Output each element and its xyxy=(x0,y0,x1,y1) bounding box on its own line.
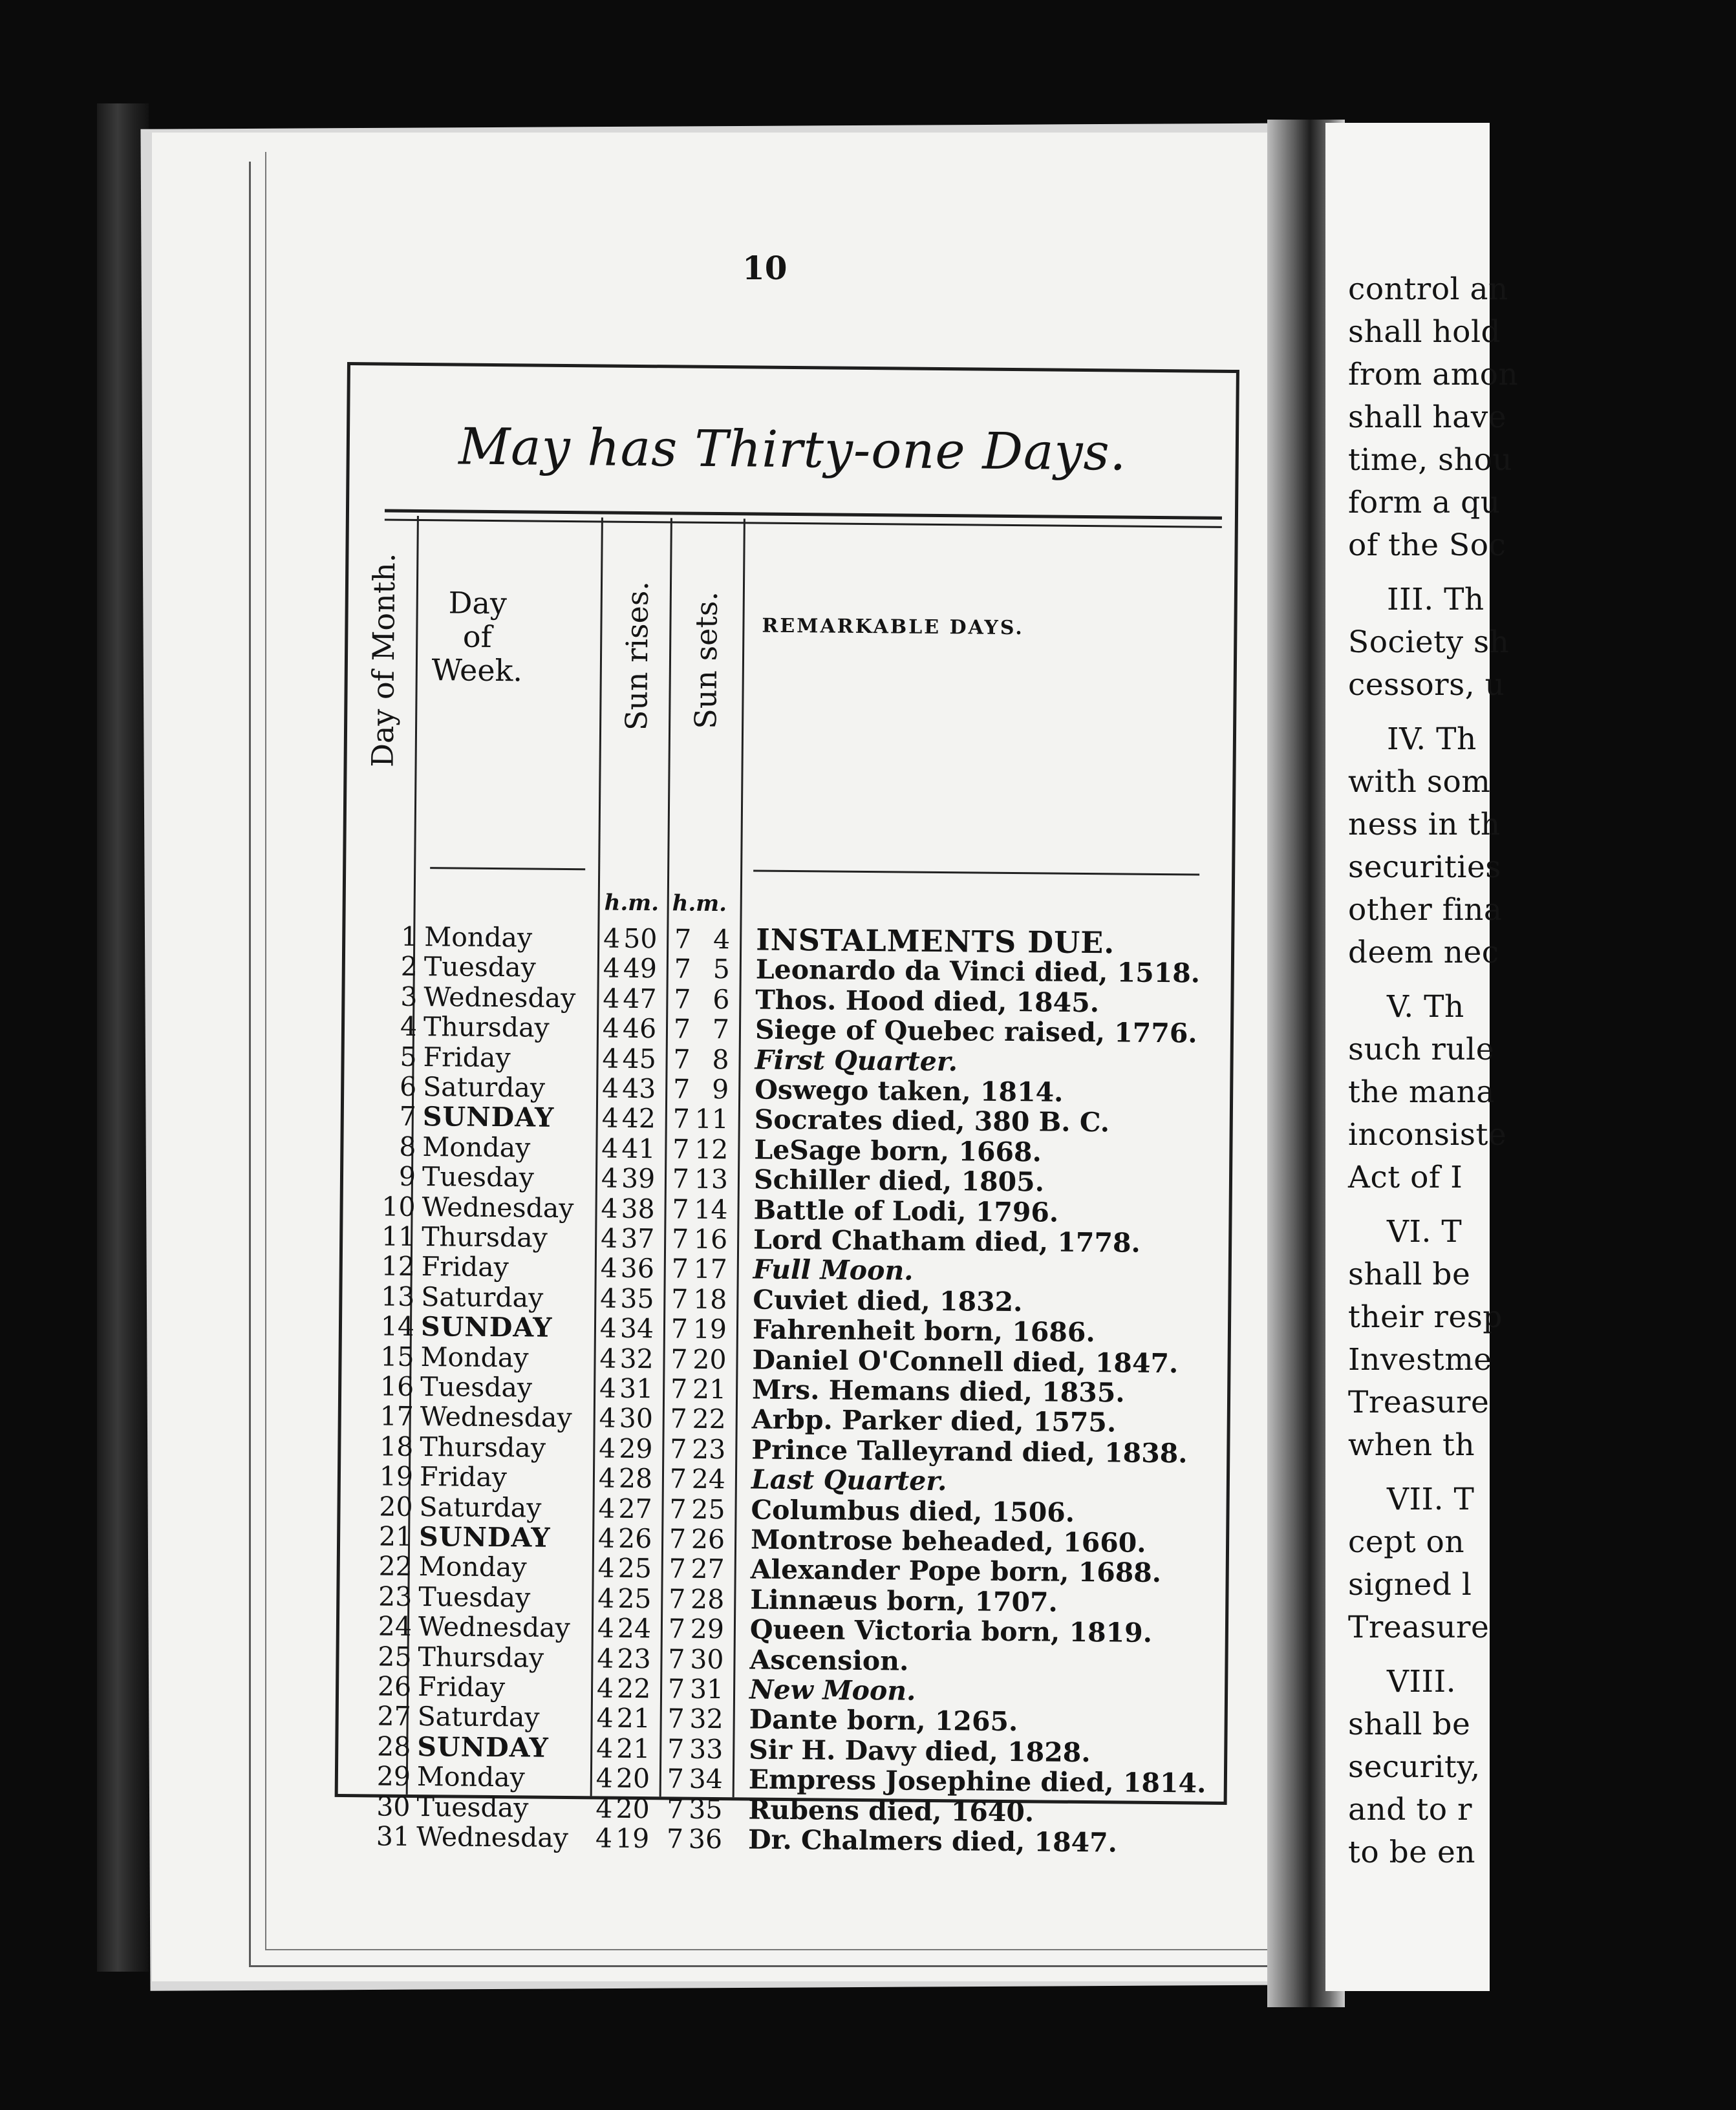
sunrise-hour-cell: 4 xyxy=(602,1012,620,1044)
text-line: of the Soc xyxy=(1348,528,1506,563)
sunset-hour-cell: 7 xyxy=(667,1703,685,1735)
sunrise-minute-cell: 29 xyxy=(619,1433,653,1464)
sunset-minute-cell: 16 xyxy=(693,1223,728,1255)
sunrise-minute-cell: 36 xyxy=(620,1253,655,1284)
sunset-hour-cell: 7 xyxy=(673,1043,691,1075)
event-cell: Lord Chatham died, 1778. xyxy=(753,1224,1141,1259)
sunrise-hour-cell: 4 xyxy=(601,1162,619,1194)
text-line: V. Th xyxy=(1387,989,1464,1025)
event-cell: INSTALMENTS DUE. xyxy=(755,922,1115,961)
sunset-minute-cell: 4 xyxy=(713,923,731,955)
sunrise-hour-cell: 4 xyxy=(602,1043,619,1074)
day-of-month-cell: 9 xyxy=(398,1160,416,1193)
text-line: Society sh xyxy=(1348,624,1510,660)
sunrise-minute-cell: 23 xyxy=(617,1643,651,1674)
text-line: VI. T xyxy=(1387,1214,1463,1250)
sunrise-minute-cell: 25 xyxy=(617,1553,652,1584)
sunset-hour-cell: 7 xyxy=(674,953,692,985)
weekday-cell: Tuesday xyxy=(420,1371,533,1403)
right-page-text xyxy=(1348,268,1736,1874)
day-of-month-cell: 11 xyxy=(381,1220,416,1252)
event-cell: Empress Josephine died, 1814. xyxy=(748,1764,1206,1799)
sunrise-minute-cell: 30 xyxy=(619,1403,654,1434)
weekday-cell: Wednesday xyxy=(416,1821,569,1854)
sunset-hour-cell: 7 xyxy=(672,1103,691,1135)
event-cell: Columbus died, 1506. xyxy=(751,1494,1075,1528)
day-of-month-cell: 5 xyxy=(400,1041,417,1072)
day-of-month-cell: 3 xyxy=(400,981,418,1012)
sunset-hour-cell: 7 xyxy=(674,983,691,1015)
sunrise-minute-cell: 49 xyxy=(623,953,658,985)
day-of-month-cell: 30 xyxy=(376,1791,411,1822)
text-line: control an xyxy=(1348,272,1508,307)
weekday-cell: Monday xyxy=(416,1761,526,1793)
text-line: ness in th xyxy=(1348,807,1501,842)
day-of-month-cell: 25 xyxy=(378,1641,412,1672)
day-of-month-cell: 10 xyxy=(381,1191,416,1222)
sunset-minute-cell: 33 xyxy=(689,1733,723,1765)
sunrise-hour-cell: 4 xyxy=(598,1493,616,1524)
sunrise-minute-cell: 31 xyxy=(619,1372,654,1405)
weekday-cell: Tuesday xyxy=(422,1161,535,1193)
sunset-minute-cell: 29 xyxy=(690,1613,725,1645)
weekday-cell: Tuesday xyxy=(423,951,536,983)
day-of-month-cell: 13 xyxy=(381,1281,415,1312)
weekday-cell: SUNDAY xyxy=(422,1101,555,1134)
event-cell: Cuviet died, 1832. xyxy=(753,1284,1023,1317)
text-line: time, shou xyxy=(1348,442,1513,478)
text-line: Act of I xyxy=(1348,1160,1463,1195)
sunset-hour-cell: 7 xyxy=(670,1373,688,1405)
sunset-hour-cell: 7 xyxy=(670,1343,688,1375)
day-of-month-cell: 2 xyxy=(400,951,418,983)
header-sun-rises: Sun rises. xyxy=(619,581,656,731)
sunset-hour-cell: 7 xyxy=(668,1613,686,1645)
text-line: Treasure xyxy=(1348,1610,1490,1645)
text-line: VII. T xyxy=(1387,1482,1475,1517)
sunrise-minute-cell: 46 xyxy=(622,1012,657,1045)
sunrise-hour-cell: 4 xyxy=(599,1343,617,1374)
sunrise-hour-cell: 4 xyxy=(595,1793,613,1824)
event-cell: Alexander Pope born, 1688. xyxy=(750,1553,1162,1589)
sunset-minute-cell: 36 xyxy=(688,1823,723,1855)
weekday-cell: Thursday xyxy=(421,1221,548,1253)
day-of-month-cell: 7 xyxy=(399,1101,417,1133)
day-of-month-cell: 23 xyxy=(378,1581,413,1612)
day-of-month-cell: 28 xyxy=(376,1731,411,1762)
weekday-cell: Saturday xyxy=(421,1281,544,1314)
event-cell: Prince Talleyrand died, 1838. xyxy=(751,1434,1188,1469)
text-line: with som xyxy=(1348,764,1491,800)
sunrise-hour-cell: 4 xyxy=(603,983,620,1014)
weekday-cell: Friday xyxy=(421,1251,509,1283)
sunrise-hour-cell: 4 xyxy=(597,1582,615,1614)
text-line: the mana xyxy=(1348,1074,1495,1110)
sunrise-hour-cell: 4 xyxy=(599,1372,617,1404)
sunset-hour-cell: 7 xyxy=(674,923,692,955)
weekday-cell: SUNDAY xyxy=(418,1521,551,1553)
sunset-hour-cell: 7 xyxy=(666,1823,684,1855)
event-cell: Oswego taken, 1814. xyxy=(754,1074,1064,1108)
event-cell: Leonardo da Vinci died, 1518. xyxy=(755,954,1201,989)
sunrise-minute-cell: 50 xyxy=(623,922,658,955)
sunrise-minute-cell: 37 xyxy=(620,1222,655,1255)
day-of-month-cell: 20 xyxy=(379,1491,413,1522)
sunrise-hour-cell: 4 xyxy=(599,1433,616,1464)
sunrise-minute-cell: 27 xyxy=(618,1493,652,1524)
text-line: inconsiste xyxy=(1348,1117,1507,1153)
sunset-minute-cell: 18 xyxy=(692,1283,727,1315)
sunset-hour-cell: 7 xyxy=(671,1223,689,1255)
sunrise-hour-cell: 4 xyxy=(596,1702,614,1734)
event-cell: Montrose beheaded, 1660. xyxy=(750,1524,1146,1559)
day-of-month-cell: 17 xyxy=(380,1400,414,1433)
unit-sets: h.m. xyxy=(672,890,727,917)
text-line: and to r xyxy=(1348,1792,1472,1828)
sunrise-minute-cell: 42 xyxy=(621,1103,656,1135)
sunset-minute-cell: 20 xyxy=(692,1343,727,1375)
sunset-hour-cell: 7 xyxy=(667,1763,685,1795)
text-line: shall hold xyxy=(1348,314,1501,350)
day-of-month-cell: 31 xyxy=(376,1820,411,1852)
weekday-cell: Tuesday xyxy=(416,1791,529,1824)
event-cell: Schiller died, 1805. xyxy=(753,1164,1045,1198)
event-cell: Mrs. Hemans died, 1835. xyxy=(751,1374,1125,1409)
event-cell: Dante born, 1265. xyxy=(749,1703,1018,1738)
sunset-minute-cell: 19 xyxy=(692,1313,727,1345)
sunrise-minute-cell: 34 xyxy=(619,1312,654,1345)
weekday-cell: Monday xyxy=(424,921,533,954)
sunset-minute-cell: 6 xyxy=(713,983,730,1015)
sunrise-hour-cell: 4 xyxy=(599,1402,616,1434)
event-cell: Daniel O'Connell died, 1847. xyxy=(752,1344,1179,1379)
day-of-month-cell: 16 xyxy=(380,1370,414,1402)
sunrise-minute-cell: 26 xyxy=(617,1522,652,1555)
text-line: III. Th xyxy=(1387,582,1484,617)
sunrise-minute-cell: 41 xyxy=(621,1133,656,1165)
day-of-month-cell: 6 xyxy=(399,1071,417,1102)
sunset-minute-cell: 12 xyxy=(694,1133,729,1165)
day-of-month-cell: 24 xyxy=(378,1610,413,1643)
text-line: shall be xyxy=(1348,1707,1471,1742)
text-line: form a qu xyxy=(1348,485,1501,520)
sunrise-hour-cell: 4 xyxy=(601,1133,619,1164)
header-sun-sets: Sun sets. xyxy=(688,591,724,730)
sunrise-minute-cell: 28 xyxy=(618,1462,653,1495)
sunrise-hour-cell: 4 xyxy=(600,1283,617,1314)
sunset-hour-cell: 7 xyxy=(669,1553,686,1585)
weekday-cell: Friday xyxy=(419,1461,508,1493)
sunrise-hour-cell: 4 xyxy=(599,1312,617,1344)
sunset-hour-cell: 7 xyxy=(669,1523,687,1555)
sunset-hour-cell: 7 xyxy=(670,1313,689,1345)
sunset-hour-cell: 7 xyxy=(672,1073,691,1105)
sunset-hour-cell: 7 xyxy=(672,1193,689,1225)
text-line: Investme xyxy=(1348,1342,1492,1378)
weekday-cell: Thursday xyxy=(418,1641,544,1674)
sunset-minute-cell: 13 xyxy=(694,1163,729,1195)
weekday-cell: Wednesday xyxy=(418,1611,571,1644)
text-line: shall have xyxy=(1348,400,1507,435)
weekday-cell: Friday xyxy=(417,1671,506,1703)
event-cell: Socrates died, 380 B. C. xyxy=(754,1103,1110,1138)
day-of-month-cell: 22 xyxy=(378,1550,413,1582)
text-line: shall be xyxy=(1348,1257,1471,1292)
weekday-cell: Wednesday xyxy=(423,981,576,1014)
weekday-cell: Wednesday xyxy=(420,1401,572,1434)
header-rule-week xyxy=(430,867,585,870)
sunset-hour-cell: 7 xyxy=(667,1793,684,1825)
sunset-minute-cell: 32 xyxy=(689,1703,723,1735)
text-line: security, xyxy=(1348,1749,1481,1785)
sunrise-hour-cell: 4 xyxy=(600,1252,617,1284)
sunrise-hour-cell: 4 xyxy=(597,1522,616,1554)
header-day-of-week: Day of Week. xyxy=(431,585,523,688)
sunset-hour-cell: 7 xyxy=(672,1163,690,1195)
text-line: cessors, u xyxy=(1348,667,1505,703)
title-rule xyxy=(385,509,1222,528)
sunset-hour-cell: 7 xyxy=(667,1733,685,1765)
sunrise-hour-cell: 4 xyxy=(595,1762,614,1794)
event-cell: Thos. Hood died, 1845. xyxy=(755,984,1100,1018)
sunset-hour-cell: 7 xyxy=(667,1673,685,1705)
almanac-table xyxy=(335,362,1239,1859)
event-cell: Rubens died, 1640. xyxy=(748,1794,1034,1828)
text-line: such rule xyxy=(1348,1032,1495,1067)
text-line: when th xyxy=(1348,1427,1475,1463)
event-cell: Ascension. xyxy=(749,1644,909,1677)
sunrise-hour-cell: 4 xyxy=(595,1732,614,1764)
sunrise-hour-cell: 4 xyxy=(600,1222,618,1254)
sunrise-hour-cell: 4 xyxy=(595,1822,613,1854)
day-of-month-cell: 27 xyxy=(377,1700,411,1732)
event-cell: LeSage born, 1668. xyxy=(754,1134,1042,1168)
page-number: 10 xyxy=(742,249,788,287)
day-of-month-cell: 29 xyxy=(376,1760,411,1793)
weekday-cell: Friday xyxy=(423,1041,511,1073)
sunrise-minute-cell: 35 xyxy=(620,1283,654,1314)
unit-rises: h.m. xyxy=(604,890,659,917)
day-of-month-cell: 1 xyxy=(400,921,418,952)
text-line: securities xyxy=(1348,849,1501,885)
weekday-cell: Monday xyxy=(420,1341,529,1374)
text-line: signed l xyxy=(1348,1567,1472,1603)
sunset-minute-cell: 35 xyxy=(689,1793,723,1825)
event-cell: First Quarter. xyxy=(755,1044,958,1077)
sunset-hour-cell: 7 xyxy=(672,1133,690,1165)
sunset-hour-cell: 7 xyxy=(669,1493,687,1525)
weekday-cell: Saturday xyxy=(419,1491,542,1524)
sunset-hour-cell: 7 xyxy=(669,1463,687,1495)
sunrise-minute-cell: 47 xyxy=(623,983,657,1015)
text-line: other fina xyxy=(1348,892,1503,928)
event-cell: Queen Victoria born, 1819. xyxy=(749,1614,1153,1649)
sunrise-minute-cell: 21 xyxy=(616,1732,650,1764)
sunrise-hour-cell: 4 xyxy=(597,1612,615,1644)
weekday-cell: SUNDAY xyxy=(417,1731,549,1764)
text-line: deem nec xyxy=(1348,935,1499,970)
sunrise-hour-cell: 4 xyxy=(598,1462,616,1494)
sunrise-hour-cell: 4 xyxy=(597,1552,615,1584)
sunset-minute-cell: 31 xyxy=(689,1673,724,1705)
sunset-minute-cell: 27 xyxy=(691,1553,725,1585)
day-of-month-cell: 18 xyxy=(379,1431,414,1462)
sunrise-minute-cell: 43 xyxy=(622,1072,656,1105)
sunrise-minute-cell: 20 xyxy=(616,1793,650,1824)
event-cell: Linnæus born, 1707. xyxy=(750,1584,1058,1618)
sunrise-hour-cell: 4 xyxy=(597,1643,614,1674)
table-body xyxy=(345,921,1231,1859)
sunset-minute-cell: 30 xyxy=(690,1643,724,1675)
weekday-cell: Monday xyxy=(422,1131,531,1164)
event-cell: Full Moon. xyxy=(753,1253,914,1287)
sunrise-minute-cell: 25 xyxy=(617,1582,652,1614)
sunset-minute-cell: 23 xyxy=(691,1433,726,1465)
event-cell: Fahrenheit born, 1686. xyxy=(752,1314,1095,1348)
weekday-cell: Thursday xyxy=(420,1431,546,1464)
text-line: to be en xyxy=(1348,1835,1476,1870)
day-of-month-cell: 4 xyxy=(400,1010,418,1043)
book-cover-edge xyxy=(97,103,149,1972)
sunset-hour-cell: 7 xyxy=(669,1583,686,1615)
weekday-cell: Saturday xyxy=(417,1701,540,1734)
weekday-cell: SUNDAY xyxy=(420,1311,553,1344)
text-line: Treasure xyxy=(1348,1385,1490,1420)
sunrise-minute-cell: 22 xyxy=(616,1672,651,1705)
sunset-minute-cell: 21 xyxy=(692,1373,727,1405)
sunset-minute-cell: 34 xyxy=(689,1763,723,1795)
day-of-month-cell: 8 xyxy=(399,1131,416,1162)
sunset-minute-cell: 5 xyxy=(713,954,731,985)
event-cell: New Moon. xyxy=(749,1674,916,1707)
event-cell: Sir H. Davy died, 1828. xyxy=(749,1734,1091,1768)
right-page xyxy=(1325,123,1519,1991)
sunset-minute-cell: 28 xyxy=(690,1583,725,1615)
sunset-minute-cell: 14 xyxy=(694,1193,728,1225)
sunrise-hour-cell: 4 xyxy=(601,1102,619,1135)
weekday-cell: Wednesday xyxy=(422,1191,574,1224)
weekday-cell: Tuesday xyxy=(418,1581,531,1614)
sunset-minute-cell: 26 xyxy=(691,1523,725,1555)
sunset-minute-cell: 7 xyxy=(712,1014,730,1045)
weekday-cell: Thursday xyxy=(423,1011,550,1043)
sunrise-minute-cell: 38 xyxy=(621,1193,655,1224)
sunset-hour-cell: 7 xyxy=(671,1253,689,1285)
text-line: VIII. xyxy=(1387,1664,1457,1700)
sunset-minute-cell: 25 xyxy=(691,1493,725,1525)
event-cell: Battle of Lodi, 1796. xyxy=(753,1194,1059,1228)
sunrise-hour-cell: 4 xyxy=(601,1193,618,1224)
text-line: their resp xyxy=(1348,1299,1503,1335)
header-rule-remarks xyxy=(753,870,1199,876)
sunset-hour-cell: 7 xyxy=(673,1013,691,1045)
day-of-month-cell: 15 xyxy=(380,1341,414,1372)
sunrise-hour-cell: 4 xyxy=(596,1672,614,1704)
sunrise-hour-cell: 4 xyxy=(603,952,621,985)
sunrise-minute-cell: 24 xyxy=(617,1612,652,1645)
month-title: May has Thirty-one Days. xyxy=(458,418,1127,482)
header-day-of-month: Day of Month. xyxy=(365,553,402,768)
sunset-minute-cell: 8 xyxy=(712,1043,729,1075)
text-line: cept on xyxy=(1348,1524,1465,1560)
day-of-month-cell: 19 xyxy=(379,1460,414,1493)
sunrise-minute-cell: 19 xyxy=(615,1822,650,1855)
text-line: IV. Th xyxy=(1387,721,1477,757)
sunset-minute-cell: 11 xyxy=(694,1103,729,1135)
day-of-month-cell: 21 xyxy=(378,1520,413,1552)
sunset-minute-cell: 22 xyxy=(692,1403,726,1435)
sunset-minute-cell: 17 xyxy=(693,1253,727,1285)
sunset-minute-cell: 9 xyxy=(711,1073,729,1105)
day-of-month-cell: 26 xyxy=(377,1670,412,1702)
sunrise-minute-cell: 21 xyxy=(616,1703,651,1734)
sunrise-hour-cell: 4 xyxy=(603,922,621,954)
sunset-minute-cell: 24 xyxy=(691,1463,726,1495)
text-line: from amon xyxy=(1348,357,1519,392)
sunset-hour-cell: 7 xyxy=(670,1433,687,1465)
event-cell: Dr. Chalmers died, 1847. xyxy=(747,1824,1118,1859)
day-of-month-cell: 12 xyxy=(381,1250,416,1283)
sunset-hour-cell: 7 xyxy=(671,1283,689,1315)
sunrise-minute-cell: 45 xyxy=(622,1043,656,1074)
sunrise-hour-cell: 4 xyxy=(601,1072,619,1104)
event-cell: Siege of Quebec raised, 1776. xyxy=(755,1014,1197,1049)
header-remarkable-days: REMARKABLE DAYS. xyxy=(762,614,1024,640)
sunset-hour-cell: 7 xyxy=(670,1403,687,1435)
sunrise-minute-cell: 39 xyxy=(621,1162,656,1195)
sunset-hour-cell: 7 xyxy=(668,1643,685,1675)
weekday-cell: Saturday xyxy=(423,1071,546,1103)
day-of-month-cell: 14 xyxy=(380,1310,415,1343)
weekday-cell: Monday xyxy=(418,1551,527,1583)
sunrise-minute-cell: 32 xyxy=(619,1343,654,1374)
event-cell: Last Quarter. xyxy=(751,1464,947,1497)
sunrise-minute-cell: 20 xyxy=(616,1762,650,1795)
event-cell: Arbp. Parker died, 1575. xyxy=(751,1403,1117,1438)
